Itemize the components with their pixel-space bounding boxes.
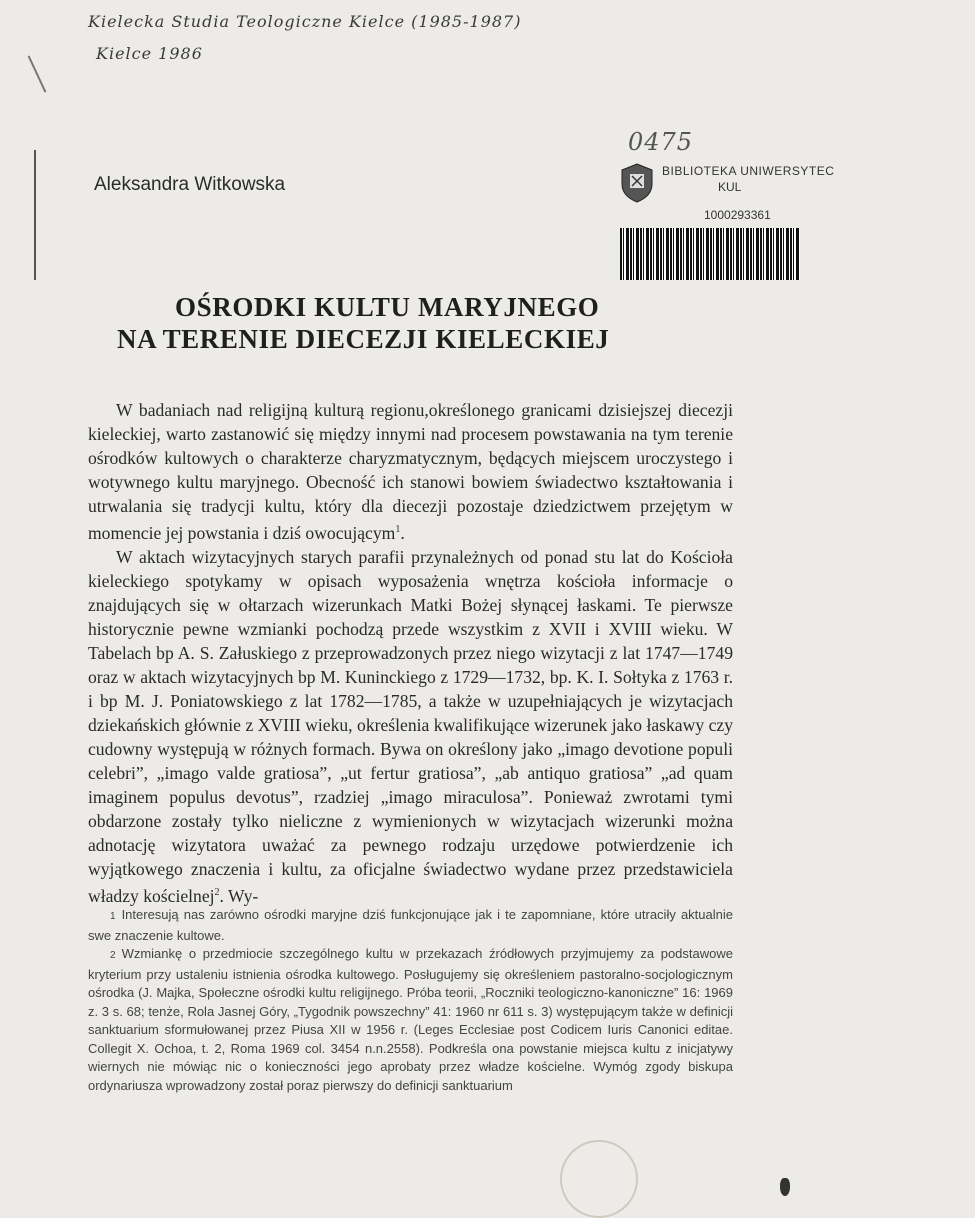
body-paragraph-2-text: W aktach wizytacyjnych starych parafii przynależnych od ponad stu lat do Kościoła kieleckiego spotykamy w opisach wyposażenia wnętrza kościoła informacje o znajdujących się w ołtarzach wizerunkach Matki Bożej słynącej łaskami. Te pierwsze historycznie pewne wzmianki pochodzą przede wszystkim z XVII i XVIII wieku. W Tabelach bp A. S. Załuskiego z przeprowadzonych przez niego wizytacji z lat 1747—1749 oraz w aktach wizytacyjnych bp M. Kuninckiego z 1729—1732, bp. K. I. Sołtyka z 1763 r. i bp M. J. Poniatowskiego z lat 1782—1785, a także w uzupełniających je wizytacjach dziekańskich głównie z XVIII wieku, określenia kwalifikujące wizerunek jako łaskawy czy cudowny występują w różnych formach. Bywa on określony jako „imago devotione populi celebri”, „imago valde gratiosa”, „ut fertur gratiosa”, „ab antiquo gratiosa” „ad quam imaginem populus devotus”, rzadziej „imago miraculosa”. Ponieważ zwrotami tymi obdarzone zostały tylko nieliczne z wymienionych w wizytacjach wizerunki można adnotację wizytatora uważać za pewnego rodzaju urzędowe potwierdzenie ich wyjątkowego znaczenia i kultu, za oficjalne świadectwo wydane przez przedstawiciela władzy kościelnej bbox=[88, 546, 733, 906]
footnote-1 bbox=[88, 906, 733, 945]
margin-line bbox=[34, 150, 36, 280]
body-paragraph-1: W badaniach nad religijną kulturą regionu,określonego granicami dzisiejszej diecezji kieleckiej, warto zastanowić się między innymi nad procesem powstawania na tym terenie ośrodków kultowych o charakterze charyzmatycznym, będących miejscem uroczystego i wotywnego kultu maryjnego. Obecność ich stanowi bowiem świadectwo kształtowania i utrwalania się tradycji kultu, który dla diecezji pozostaje dziedzictwem przejętym w momencie jej powstania i dziś owocującym$^1$. bbox=[88, 400, 733, 543]
article-title-line1: OŚRODKI KULTU MARYJNEGO bbox=[175, 292, 600, 322]
handwritten-note-line1: Kielecka Studia Teologiczne Kielce (1985-1987) bbox=[88, 12, 522, 31]
library-seal-icon bbox=[618, 162, 656, 204]
handwritten-number: 0475 bbox=[628, 128, 694, 156]
barcode-icon bbox=[620, 228, 800, 280]
stamp-library-name: BIBLIOTEKA UNIWERSYTEC bbox=[662, 164, 835, 178]
footnotes bbox=[88, 906, 733, 1095]
faint-stamp-mark bbox=[560, 1140, 638, 1218]
footnote-number: 2 bbox=[110, 950, 116, 961]
article-title-line2: NA TERENIE DIECEZJI KIELECKIEJ bbox=[117, 324, 610, 354]
stamp-number: 1000293361 bbox=[704, 208, 771, 222]
body-paragraph-1-text: W badaniach nad religijną kulturą regionu,określonego granicami dzisiejszej diecezji kieleckiej, warto zastanowić się między innymi nad procesem powstawania na tym terenie ośrodków kultowych o charakterze charyzmatycznym, będących miejscem uroczystego i wotywnego kultu maryjnego. Obecność ich stanowi bowiem świadectwo kształtowania i utrwalania się tradycji kultu, który dla diecezji pozostaje dziedzictwem przejętym w momencie jej powstania i dziś owocującym bbox=[88, 400, 733, 543]
body-paragraph-2 bbox=[88, 545, 733, 908]
footnote-2 bbox=[88, 945, 733, 1095]
ink-blot bbox=[780, 1178, 790, 1196]
author-name: Aleksandra Witkowska bbox=[94, 174, 286, 195]
stamp-kul: KUL bbox=[718, 180, 742, 194]
footnote-ref-2: 2 bbox=[214, 886, 220, 898]
footnote-number: 1 bbox=[110, 911, 116, 922]
body-paragraph-2-tail: . Wy- bbox=[219, 885, 259, 906]
footnote-text: Wzmiankę o przedmiocie szczególnego kultu w przekazach źródłowych przyjmujemy za podstawowe kryterium przy ustaleniu istnienia ośrodka kultowego. Posługujemy się określeniem pastoralno-socjologicznym ośrodka (J. Majka, Społeczne ośrodki kultu religijnego. Próba teorii, „Roczniki teologiczno-kanoniczne” 16: 1969 z. 3 s. 68; tenże, Rola Jasnej Góry, „Tygodnik powszechny” 41: 1960 nr 611 s. 3) występującym także w definicji sanktuarium sformułowanej przez Piusa XII w 1956 r. (Leges Ecclesiae post Codicem Iuris Canonici editae. Collegit X. Ochoa, t. 2, Roma 1969 col. 3454 n.n.2558). Podkreśla ona powstanie miejsca kultu z inicjatywy wiernych nie mówiąc nic o konieczności jego aprobaty przez władze kościelne. Wymóg zgody biskupa ordynariusza wprowadzony został poraz pierwszy do definicji sanktuarium bbox=[88, 946, 733, 1093]
library-stamp bbox=[618, 160, 835, 295]
article-body bbox=[88, 398, 733, 908]
margin-mark bbox=[28, 55, 47, 92]
handwritten-note-line2: Kielce 1986 bbox=[96, 44, 203, 63]
footnote-text: Interesują nas zarówno ośrodki maryjne dziś funkcjonujące jak i te zapomniane, które utraciły aktualnie swe znaczenie kultowe. bbox=[88, 907, 733, 943]
footnote-ref-1: 1 bbox=[395, 524, 401, 535]
